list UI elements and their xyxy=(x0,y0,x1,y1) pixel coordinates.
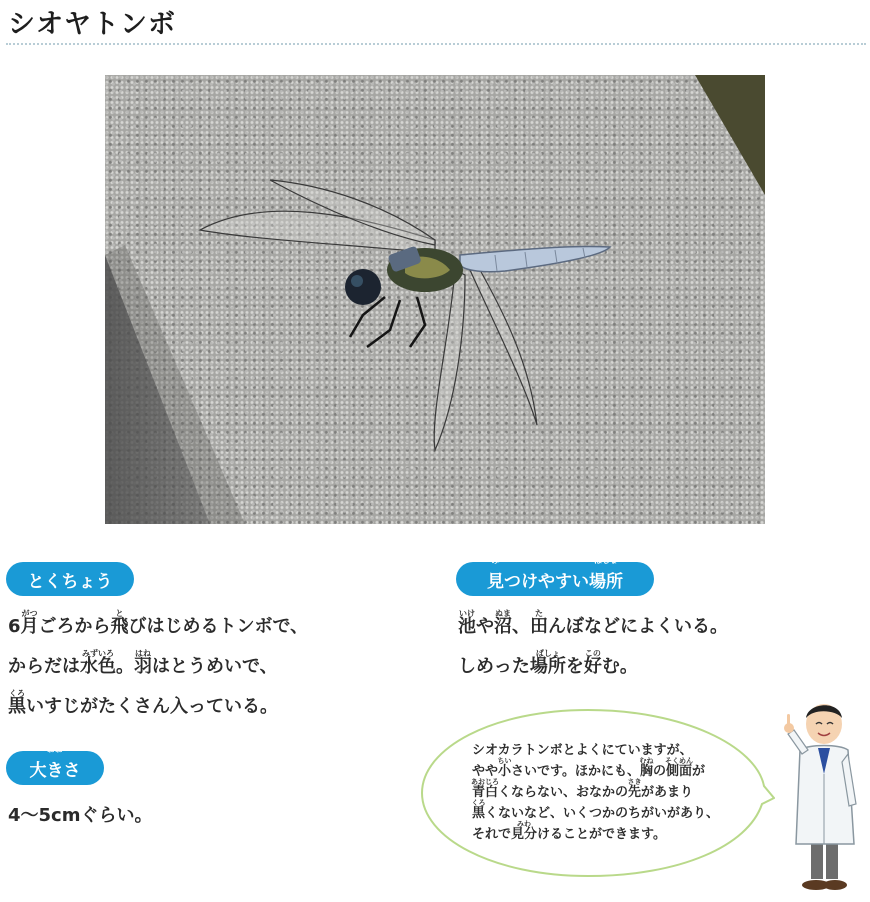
features-heading: とくちょう xyxy=(6,562,134,596)
habitat-text-run: や xyxy=(476,616,494,637)
features-text-run: はとうめいで、 xyxy=(152,656,278,677)
note-ruby-base xyxy=(471,799,486,824)
features-ruby-text: がつ xyxy=(21,609,38,618)
note-line xyxy=(472,820,719,845)
features-ruby-base xyxy=(8,689,26,717)
habitat-heading-ruby-kanji: 見 xyxy=(487,571,504,592)
features-text-run: 。 xyxy=(116,656,134,677)
dragonfly-photo xyxy=(105,75,765,524)
habitat-ruby-kanji: 池 xyxy=(458,616,476,637)
doctor-illustration xyxy=(778,694,862,894)
note-ruby-kanji: 先 xyxy=(628,785,642,800)
habitat-heading-label xyxy=(487,555,623,592)
habitat-ruby-base xyxy=(494,609,512,637)
title-divider xyxy=(6,43,866,45)
habitat-ruby-base xyxy=(529,649,566,677)
features-ruby-text: はね xyxy=(135,649,151,658)
habitat-heading xyxy=(456,555,654,596)
note-ruby-text: そくめん xyxy=(665,757,694,765)
habitat-ruby-base xyxy=(458,609,476,637)
note-text-run: くならない、おなかの xyxy=(498,785,629,800)
speech-bubble-text xyxy=(472,740,719,845)
features-ruby-kanji: 飛 xyxy=(110,616,129,637)
note-ruby-text: くろ xyxy=(471,799,486,807)
note-text-run: やや xyxy=(472,764,499,779)
note-text-run: が xyxy=(692,764,706,779)
habitat-text-run: を xyxy=(565,656,584,677)
habitat-heading-ruby-base xyxy=(589,555,623,592)
dragonfly-illustration xyxy=(105,75,765,524)
features-ruby-text: みずいろ xyxy=(82,649,114,658)
features-text-run: からだは xyxy=(8,656,80,677)
habitat-heading-ruby-kanji: 場所 xyxy=(589,571,623,592)
features-ruby-base xyxy=(134,649,152,677)
note-text-run: シオカラトンボとよくにていますが、 xyxy=(472,743,693,758)
habitat-text-run: んぼなどによくいる。 xyxy=(548,616,728,637)
features-line xyxy=(8,609,309,637)
features-text-run: いすじがたくさん入っている。 xyxy=(26,696,278,717)
habitat-ruby-text: ぬま xyxy=(495,609,511,618)
note-ruby-text: むね xyxy=(639,757,654,765)
features-line xyxy=(8,689,278,717)
habitat-ruby-kanji: 好 xyxy=(583,656,602,677)
note-ruby-text: さき xyxy=(627,778,642,786)
features-ruby-base xyxy=(20,609,39,637)
features-ruby-base xyxy=(80,649,116,677)
note-ruby-text: あおじろ xyxy=(471,778,499,786)
features-ruby-text: くろ xyxy=(9,689,25,698)
note-text-run: けることができます。 xyxy=(537,827,666,842)
note-ruby-kanji: 胸 xyxy=(640,764,654,779)
size-heading-label: 大きさ xyxy=(29,760,81,781)
note-ruby-kanji: 側面 xyxy=(666,764,693,779)
habitat-ruby-kanji: 田 xyxy=(530,616,548,637)
habitat-ruby-base xyxy=(530,609,548,637)
size-heading-ruby: おお xyxy=(47,744,63,754)
features-line xyxy=(8,649,278,677)
features-ruby-text: と xyxy=(115,609,124,618)
features-ruby-base xyxy=(110,609,129,637)
note-text-run: の xyxy=(653,764,667,779)
habitat-text-run: しめった xyxy=(458,656,530,677)
page-title: シオヤトンボ xyxy=(8,9,176,40)
note-text-run: さいです。ほかにも、 xyxy=(511,764,640,779)
habitat-line xyxy=(458,649,638,677)
note-ruby-text: みわ xyxy=(517,820,532,828)
habitat-ruby-text: ばしょ xyxy=(535,649,560,658)
size-text: 4〜5cmぐらい。 xyxy=(8,805,153,826)
note-ruby-kanji: 小 xyxy=(498,764,512,779)
habitat-ruby-text: この xyxy=(584,649,601,658)
features-text-run: ごろから xyxy=(38,616,111,637)
note-ruby-kanji: 見分 xyxy=(511,827,538,842)
note-text-run: それで xyxy=(472,827,512,842)
habitat-text-run: む。 xyxy=(601,656,638,677)
habitat-heading-ruby-base xyxy=(487,555,504,592)
note-ruby-text: ちい xyxy=(497,757,512,765)
habitat-ruby-kanji: 場所 xyxy=(529,656,566,677)
features-text-run: 6 xyxy=(8,616,21,637)
note-ruby-base xyxy=(511,820,538,845)
size-heading xyxy=(6,744,104,785)
note-line xyxy=(472,757,719,782)
habitat-heading-ruby-text: ばしょ xyxy=(594,555,618,565)
note-text-run: くないなど、いくつかのちがいがあり、 xyxy=(485,806,720,821)
features-ruby-kanji: 黒 xyxy=(8,696,26,717)
habitat-ruby-kanji: 沼 xyxy=(494,616,512,637)
habitat-ruby-text: いけ xyxy=(459,609,475,618)
features-ruby-kanji: 月 xyxy=(20,616,39,637)
features-ruby-kanji: 羽 xyxy=(134,656,152,677)
features-ruby-kanji: 水色 xyxy=(80,656,116,677)
habitat-heading-ruby-text: み xyxy=(491,555,500,565)
note-ruby-kanji: 青白 xyxy=(472,785,499,800)
note-ruby-base xyxy=(665,757,694,782)
habitat-ruby-text: た xyxy=(535,609,543,618)
habitat-heading-text-run: つけやすい xyxy=(504,571,589,592)
habitat-ruby-base xyxy=(583,649,602,677)
habitat-line xyxy=(458,609,728,637)
note-ruby-kanji: 黒 xyxy=(472,806,486,821)
note-ruby-base xyxy=(627,778,642,803)
note-text-run: があまり xyxy=(641,785,694,800)
features-text-run: びはじめるトンボで、 xyxy=(128,616,309,637)
habitat-text-run: 、 xyxy=(512,616,530,637)
